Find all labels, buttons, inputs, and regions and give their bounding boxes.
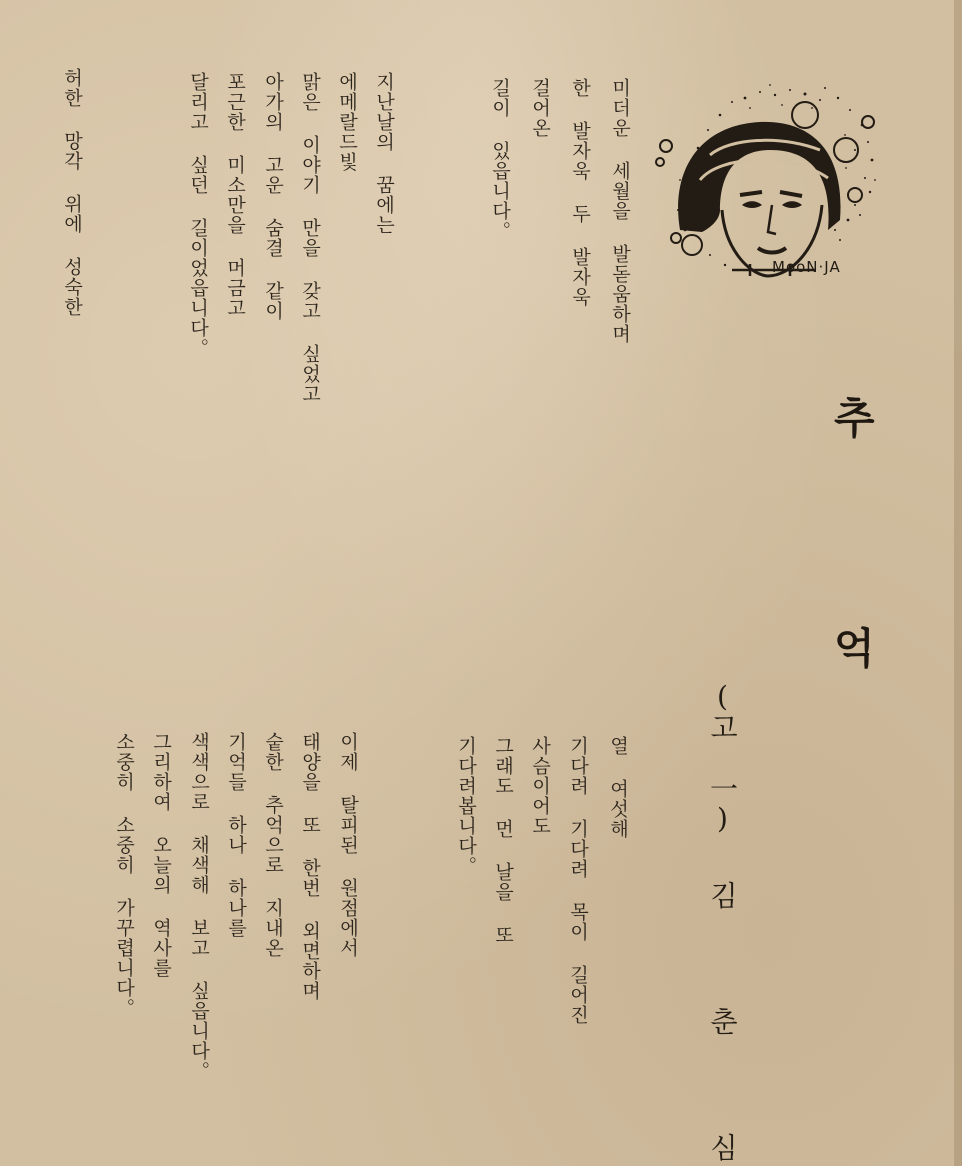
poem-line: 기다려봅니다。 [455,736,477,876]
poem-line: 색색으로 채색해 보고 싶읍니다。 [188,732,210,1081]
poem-line: 그래도 먼 날을 또 [492,736,514,945]
page-edge-shadow [954,0,962,1166]
poem-line: 태양을 또 한번 외면하며 [299,732,321,1001]
poem-line: 소중히 소중히 가꾸렵니다。 [113,732,135,1018]
poem-line: 이제 탈피된 원점에서 [337,732,359,958]
nose [768,205,776,234]
poem-line: 미더운 세월을 발돋움하며 [609,78,631,344]
artist-signature: MooN·JA [772,258,841,276]
mouth [758,248,786,253]
author-byline [706,680,739,1161]
poem-line: 열 여섯해 [607,736,629,839]
poem-line: 포근한 미소만을 머금고 [224,72,246,318]
left-eye [742,201,762,208]
poem-line: 사슴이어도 [529,736,551,836]
poem-line: 기다려 기다려 목이 길어진 [567,736,589,1025]
author-grade: (고 一) [706,680,739,835]
title-char-2: 억 [834,624,875,673]
poem-line: 아가의 고운 숨결 같이 [262,72,284,321]
poem-line: 맑은 이야기 만을 갖고 싶었고 [299,72,321,404]
poem-line: 달리고 싶던 길이었읍니다。 [187,72,209,358]
title-char-1: 추 [834,394,875,443]
author-name-1: 김 [706,881,739,909]
poem-line: 걸어온 [529,78,551,138]
right-eye [782,201,802,208]
poem-line: 그리하여 오늘의 역사를 [150,732,172,978]
author-name-3: 심 [706,1133,739,1161]
poem-line: 허한 망각 위에 성숙한 [61,68,83,317]
poem-line: 길이 있읍니다。 [489,78,511,241]
poem-line: 에메랄드빛 [336,72,358,172]
poem-line: 지난날의 꿈에는 [373,72,395,235]
poem-line: 한 발자욱 두 발자욱 [569,78,591,307]
portrait-illustration [650,80,882,285]
poem-line: 기억들 하나 하나를 [225,732,247,938]
author-name-2: 춘 [706,1007,739,1035]
poem-line: 숱한 추억으로 지내온 [262,732,284,958]
